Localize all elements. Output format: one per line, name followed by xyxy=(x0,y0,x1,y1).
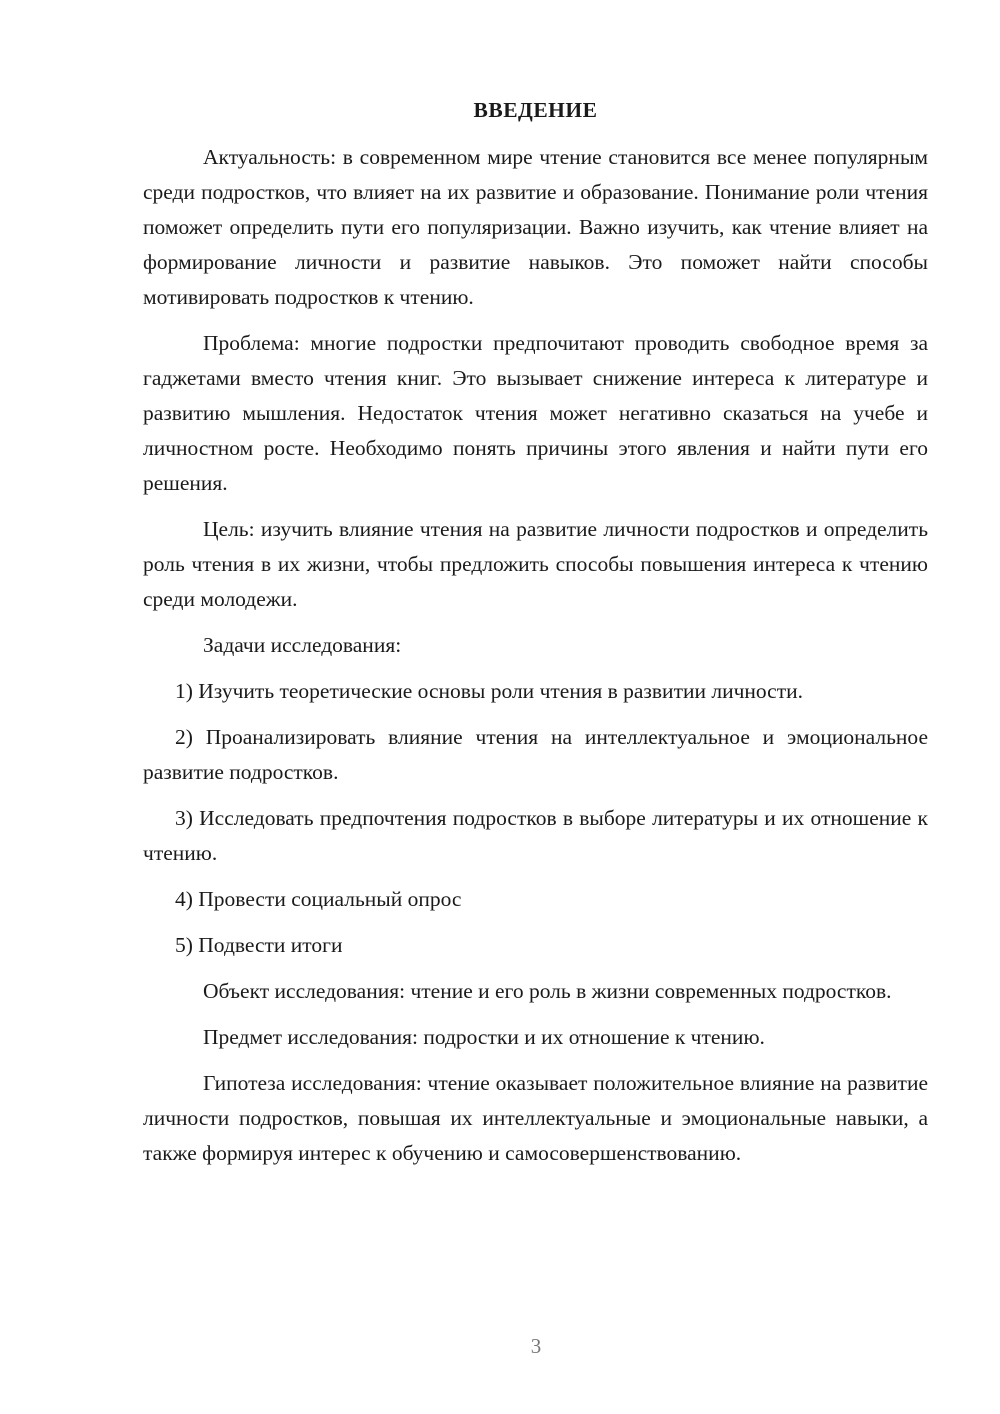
task-item: 5) Подвести итоги xyxy=(175,933,343,957)
task-item: 2) Проанализировать влияние чтения на интеллектуальное и эмоциональное развитие подростков. xyxy=(143,725,928,784)
page-content xyxy=(143,93,928,1182)
paragraph-problem: Проблема: многие подростки предпочитают проводить свободное время за гаджетами вместо чтения книг. Это вызывает снижение интереса к литературе и развитию мышления. Недостаток чтения может негативно сказаться на учебе и личностном росте. Необходимо понять причины этого явления и найти пути его решения. xyxy=(143,331,928,495)
paragraph-relevance: Актуальность: в современном мире чтение становится все менее популярным среди подростков, что влияет на их развитие и образование. Понимание роли чтения поможет определить пути его популяризации. Важно изучить, как чтение влияет на формирование личности и развитие навыков. Это поможет найти способы мотивировать подростков к чтению. xyxy=(143,145,928,309)
task-item: 3) Исследовать предпочтения подростков в выборе литературы и их отношение к чтению. xyxy=(143,806,928,865)
paragraph-goal: Цель: изучить влияние чтения на развитие личности подростков и определить роль чтения в их жизни, чтобы предложить способы повышения интереса к чтению среди молодежи. xyxy=(143,517,928,611)
page-number: 3 xyxy=(530,1334,542,1358)
paragraph-tasks-heading: Задачи исследования: xyxy=(203,633,402,657)
page-title: ВВЕДЕНИЕ xyxy=(473,98,598,122)
paragraph-object: Объект исследования: чтение и его роль в жизни современных подростков. xyxy=(203,979,892,1003)
task-item: 1) Изучить теоретические основы роли чтения в развитии личности. xyxy=(175,679,804,703)
paragraph-subject: Предмет исследования: подростки и их отношение к чтению. xyxy=(203,1025,765,1049)
paragraph-hypothesis: Гипотеза исследования: чтение оказывает положительное влияние на развитие личности подростков, повышая их интеллектуальные и эмоциональные навыки, а также формируя интерес к обучению и самосовершенствованию. xyxy=(143,1071,928,1165)
task-item: 4) Провести социальный опрос xyxy=(175,887,462,911)
